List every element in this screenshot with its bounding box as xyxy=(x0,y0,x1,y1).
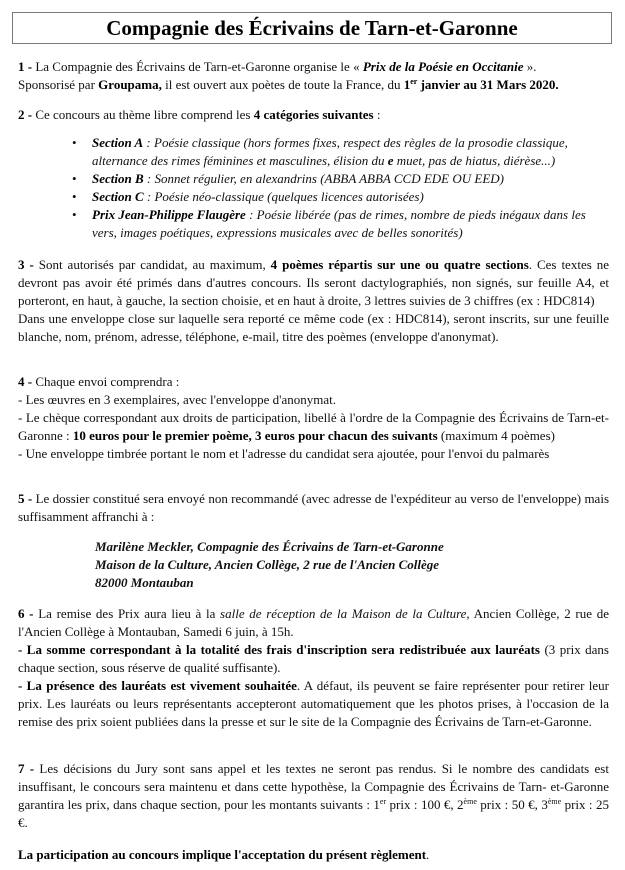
bullet-icon: • xyxy=(72,135,77,150)
article-6-prize-money: - La somme correspondant à la totalité des frais d'inscription sera redistribuée aux lauréats (3 prix dans chaque section, sous réserve de qualité suffisante). xyxy=(18,642,609,675)
closing-statement: La participation au concours implique l'acceptation du présent règlement. xyxy=(18,847,430,862)
article-1-text: 1 - La Compagnie des Écrivains de Tarn-et-Garonne organise le « Prix de la Poésie en Occitanie ». Sponsorisé par Groupama, il est ouvert aux poètes de toute la France, du 1er janvier au 31 Mars 2020. xyxy=(18,59,559,92)
article-4 xyxy=(18,373,609,463)
article-2-text: 2 - Ce concours au thème libre comprend les 4 catégories suivantes : xyxy=(18,107,381,122)
sponsor-name: Groupama, xyxy=(98,77,162,92)
article-6 xyxy=(18,605,609,731)
article-6-text: 6 - La remise des Prix aura lieu à la salle de réception de la Maison de la Culture, Ancien Collège, 2 rue de l'Ancien Collège à Montauban, Samedi 6 juin, à 15h. xyxy=(18,606,609,639)
address-line: Maison de la Culture, Ancien Collège, 2 rue de l'Ancien Collège xyxy=(95,557,440,572)
bullet-icon: • xyxy=(72,207,77,222)
article-3-anonymity: Dans une enveloppe close sur laquelle sera reporté ce même code (ex : HDC814), seront inscrits, sur une feuille blanche, nom, prénom, adresse, téléphone, e-mail, titre des poèmes (enveloppe d'anonymat). xyxy=(18,311,609,344)
article-6-number: 6 - xyxy=(18,606,34,621)
prize-name: Prix de la Poésie en Occitanie xyxy=(362,59,524,74)
article-3-text: 3 - Sont autorisés par candidat, au maximum, 4 poèmes répartis sur une ou quatre sections. Ces textes ne devront pas avoir été primés dans d'autres concours. Ils seront dactylographiés, non signés, sur feuille A4, et porteront, en haut, à gauche, la section choisie, et en haut à droite, 3 lettres suivies de 3 chiffres (ex : HDC814) xyxy=(18,257,609,308)
article-4-item: - Les œuvres en 3 exemplaires, avec l'enveloppe d'anonymat. xyxy=(18,392,337,407)
bullet-icon: • xyxy=(72,189,77,204)
address-line: Marilène Meckler, Compagnie des Écrivains de Tarn-et-Garonne xyxy=(95,539,444,554)
category-item: • Section C : Poésie néo-classique (quelques licences autorisées) xyxy=(72,189,424,204)
title-box xyxy=(12,12,612,44)
bullet-icon: • xyxy=(72,171,77,186)
article-7-text: 7 - Les décisions du Jury sont sans appel et les textes ne seront pas rendus. Si le nombre des candidats est insuffisant, le concours sera maintenu et dans cette hypothèse, la Compagnie des Écrivains de Tarn- et-Garonne garantira les prix, dans chaque section, pour les montants suivants : 1er prix : 100 €, 2ème prix : 50 €, 3ème prix : 25 €. xyxy=(18,761,609,830)
article-4-number: 4 - xyxy=(18,374,33,389)
venue-name: salle de réception de la Maison de la Culture, xyxy=(220,606,470,621)
article-3 xyxy=(18,256,609,346)
article-7-number: 7 - xyxy=(18,761,35,776)
article-1 xyxy=(18,58,609,94)
article-4-text: 4 - Chaque envoi comprendra : xyxy=(18,374,180,389)
article-6-presence: - La présence des lauréats est vivement souhaitée. A défaut, ils peuvent se faire représenter pour retirer leur prix. Les lauréats ou leurs représentants accepteront automatiquement que les photos prises, à l'occasion de la remise des prix soient publiées dans la presse et sur le site de la Compagnie des Écrivains de Tarn-et-Garonne. xyxy=(18,678,609,729)
mailing-address xyxy=(95,538,609,592)
article-4-item: - Une enveloppe timbrée portant le nom et l'adresse du candidat sera ajoutée, pour l'envoi du palmarès xyxy=(18,446,550,461)
category-item: • Prix Jean-Philippe Flaugère : Poésie libérée (pas de rimes, nombre de pieds inégaux dans les vers, images poétiques, expressions musicales avec de belles sonorités) xyxy=(72,207,586,240)
article-5-text: 5 - Le dossier constitué sera envoyé non recommandé (avec adresse de l'expéditeur au verso de l'enveloppe) mais suffisamment affranchi à : xyxy=(18,491,609,524)
article-3-number: 3 - xyxy=(18,257,34,272)
article-1-number: 1 - xyxy=(18,59,33,74)
article-4-item: - Le chèque correspondant aux droits de participation, libellé à l'ordre de la Compagnie des Écrivains de Tarn-et- Garonne : 10 euros pour le premier poème, 3 euros pour chacun des suivants (maximum 4 poèmes) xyxy=(18,410,609,443)
category-item: • Section A : Poésie classique (hors formes fixes, respect des règles de la prosodie classique, alternance des rimes féminines et masculines, élision du e muet, pas de hiatus, diérèse...) xyxy=(72,135,568,168)
category-item: • Section B : Sonnet régulier, en alexandrins (ABBA ABBA CCD EDE OU EED) xyxy=(72,171,504,186)
article-5 xyxy=(18,490,609,592)
article-2-number: 2 - xyxy=(18,107,33,122)
address-line: 82000 Montauban xyxy=(95,575,194,590)
category-list xyxy=(18,134,609,242)
article-7 xyxy=(18,760,609,832)
contest-dates: 1er janvier au 31 Mars 2020. xyxy=(403,77,559,92)
article-2 xyxy=(18,106,609,242)
article-5-number: 5 - xyxy=(18,491,33,506)
document-title: Compagnie des Écrivains de Tarn-et-Garonne xyxy=(106,16,518,40)
